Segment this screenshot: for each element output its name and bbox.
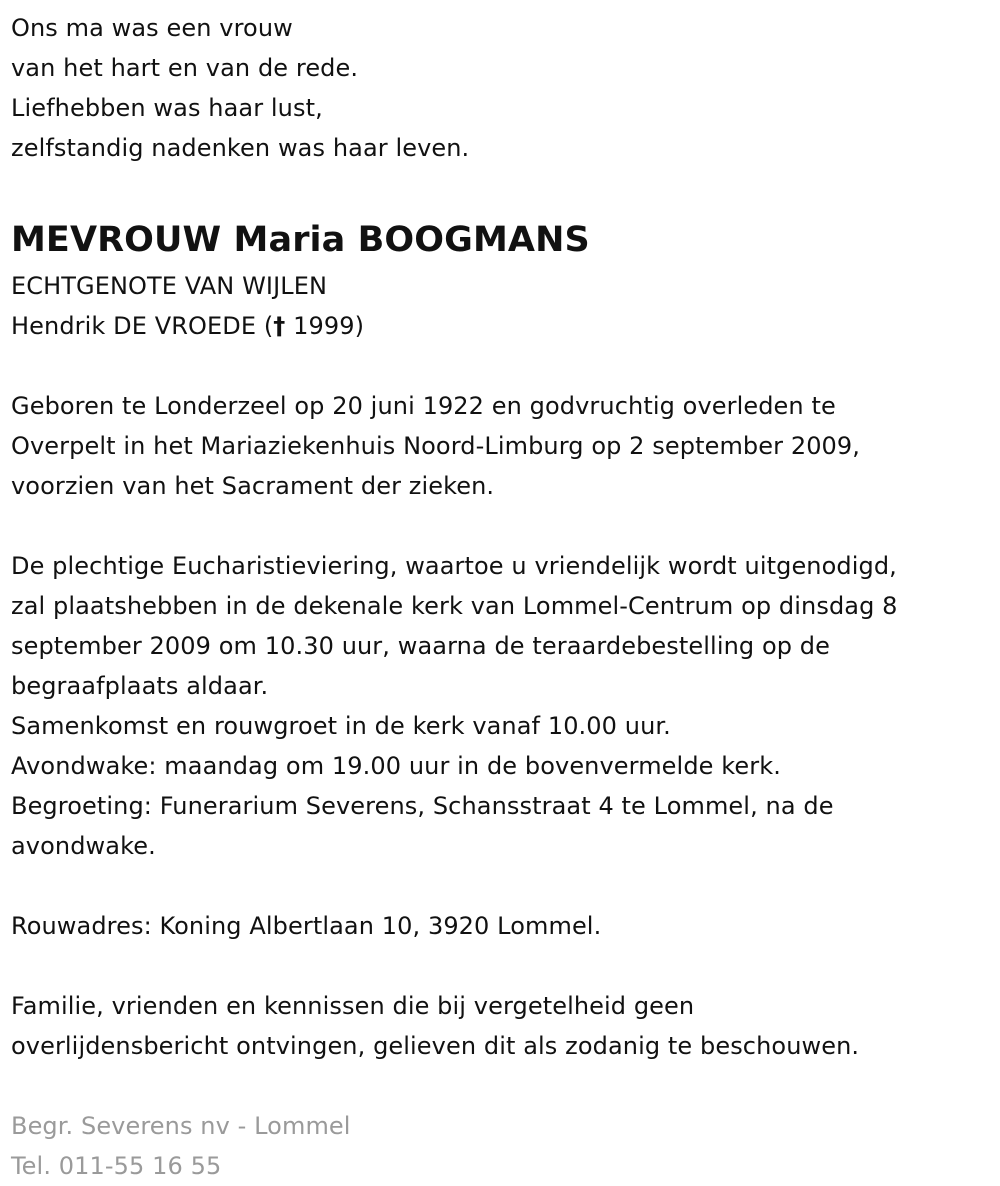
deceased-name: MEVROUW Maria BOOGMANS — [11, 220, 590, 260]
poem-line: Liefhebben was haar lust, — [11, 94, 323, 122]
paragraph-line: voorzien van het Sacrament der zieken. — [11, 472, 495, 500]
paragraph-line: avondwake. — [11, 832, 156, 860]
poem-line: Ons ma was een vrouw — [11, 14, 293, 42]
spacer — [11, 946, 991, 986]
paragraph-line: overlijdensbericht ontvingen, gelieven dit als zodanig te beschouwen. — [11, 1032, 860, 1060]
paragraph-line: Begroeting: Funerarium Severens, Schansstraat 4 te Lommel, na de — [11, 792, 834, 820]
paragraph-line: zal plaatshebben in de dekenale kerk van Lommel-Centrum op dinsdag 8 — [11, 592, 898, 620]
spacer — [11, 346, 991, 386]
birth-death-paragraph — [11, 386, 991, 506]
paragraph-line: De plechtige Eucharistieviering, waartoe u vriendelijk wordt uitgenodigd, — [11, 552, 897, 580]
family-note — [11, 986, 991, 1066]
death-notice — [11, 8, 991, 1186]
cross-icon: † — [273, 312, 286, 340]
spouse-line — [11, 306, 991, 346]
mourning-address: Rouwadres: Koning Albertlaan 10, 3920 Lommel. — [11, 912, 602, 940]
spouse-death-year: 1999) — [285, 312, 365, 340]
relation-text: ECHTGENOTE VAN WIJLEN — [11, 272, 328, 300]
spouse-name: Hendrik DE VROEDE ( — [11, 312, 274, 340]
paragraph-line: Avondwake: maandag om 19.00 uur in de bovenvermelde kerk. — [11, 752, 781, 780]
poem-line: van het hart en van de rede. — [11, 54, 359, 82]
ceremony-paragraph — [11, 546, 991, 866]
paragraph-line: Overpelt in het Mariaziekenhuis Noord-Limburg op 2 september 2009, — [11, 432, 861, 460]
paragraph-line: Familie, vrienden en kennissen die bij vergetelheid geen — [11, 992, 695, 1020]
poem-line: zelfstandig nadenken was haar leven. — [11, 134, 470, 162]
funeral-home-phone: Tel. 011-55 16 55 — [11, 1152, 222, 1180]
poem — [11, 8, 991, 168]
paragraph-line: Geboren te Londerzeel op 20 juni 1922 en godvruchtig overleden te — [11, 392, 836, 420]
spacer — [11, 506, 991, 546]
spacer — [11, 866, 991, 906]
paragraph-line: Samenkomst en rouwgroet in de kerk vanaf 10.00 uur. — [11, 712, 671, 740]
spacer — [11, 1066, 991, 1106]
paragraph-line: september 2009 om 10.30 uur, waarna de teraardebestelling op de — [11, 632, 831, 660]
spouse-info — [11, 266, 991, 346]
funeral-home-name: Begr. Severens nv - Lommel — [11, 1112, 351, 1140]
funeral-home-footer — [11, 1106, 991, 1186]
paragraph-line: begraafplaats aldaar. — [11, 672, 269, 700]
